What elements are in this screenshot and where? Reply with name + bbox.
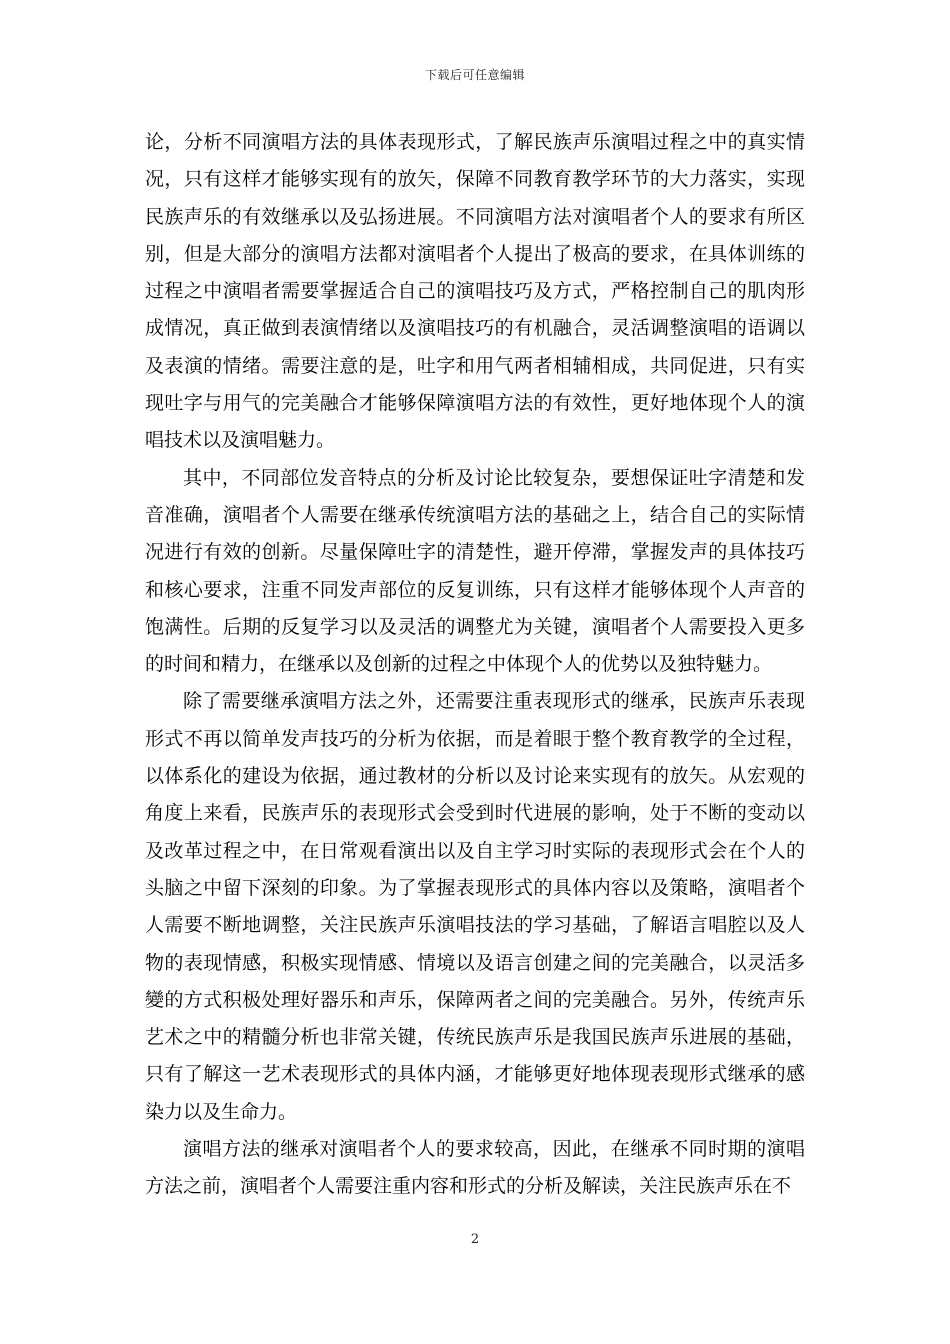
page-number: 2 [470, 1232, 480, 1247]
paragraph-4: 演唱方法的继承对演唱者个人的要求较高，因此，在继承不同时期的演唱方法之前，演唱者个人需要注重内容和形式的分析及解读，关注民族声乐在不 [145, 1138, 805, 1198]
paragraph-1: 论，分析不同演唱方法的具体表现形式，了解民族声乐演唱过程之中的真实情况，只有这样才能够实现有的放矢，保障不同教育教学环节的大力落实，实现民族声乐的有效继承以及弘扬进展。不同演唱方法对演唱者个人的要求有所区别，但是大部分的演唱方法都对演唱者个人提出了极高的要求，在具体训练的过程之中演唱者需要掌握适合自己的演唱技巧及方式，严格控制自己的肌肉形成情况，真正做到表演情绪以及演唱技巧的有机融合，灵活调整演唱的语调以及表演的情绪。需要注意的是，吐字和用气两者相辅相成，共同促进，只有实现吐字与用气的完美融合才能够保障演唱方法的有效性，更好地体现个人的演唱技术以及演唱魅力。 [145, 131, 805, 452]
body-text [145, 124, 805, 1206]
page-header: 下载后可任意编辑 [424, 68, 525, 82]
paragraph-3: 除了需要继承演唱方法之外，还需要注重表现形式的继承，民族声乐表现形式不再以简单发声技巧的分析为依据，而是着眼于整个教育教学的全过程，以体系化的建设为依据，通过教材的分析以及讨论来实现有的放矢。从宏观的角度上来看，民族声乐的表现形式会受到时代进展的影响，处于不断的变动以及改革过程之中，在日常观看演出以及自主学习时实际的表现形式会在个人的头脑之中留下深刻的印象。为了掌握表现形式的具体内容以及策略，演唱者个人需要不断地调整，关注民族声乐演唱技法的学习基础，了解语言唱腔以及人物的表现情感，积极实现情感、情境以及语言创建之间的完美融合，以灵活多變的方式积极处理好器乐和声乐，保障两者之间的完美融合。另外，传统声乐艺术之中的精髓分析也非常关键，传统民族声乐是我国民族声乐进展的基础，只有了解这一艺术表现形式的具体内涵，才能够更好地体现表现形式继承的感染力以及生命力。 [145, 690, 805, 1123]
paragraph-2: 其中，不同部位发音特点的分析及讨论比较复杂，要想保证吐字清楚和发音准确，演唱者个人需要在继承传统演唱方法的基础之上，结合自己的实际情况进行有效的创新。尽量保障吐字的清楚性，避开停滞，掌握发声的具体技巧和核心要求，注重不同发声部位的反复训练，只有这样才能够体现个人声音的饱满性。后期的反复学习以及灵活的调整尤为关键，演唱者个人需要投入更多的时间和精力，在继承以及创新的过程之中体现个人的优势以及独特魅力。 [145, 466, 805, 676]
